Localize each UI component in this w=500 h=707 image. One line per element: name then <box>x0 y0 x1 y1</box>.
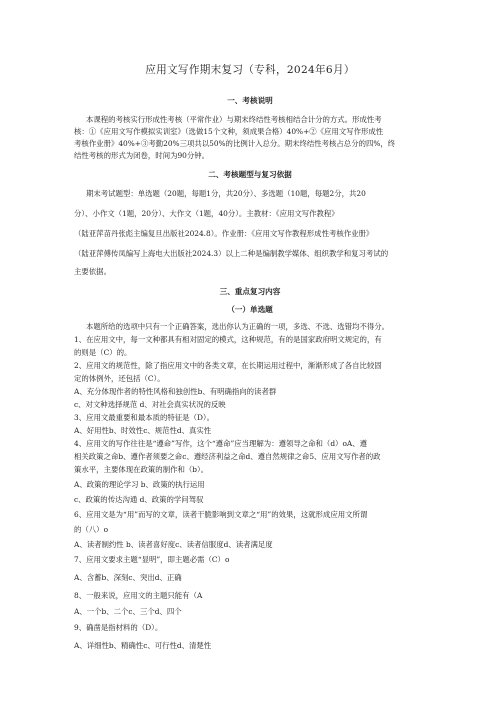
option-line: A、读者制约性 b、读者喜好度c、读者信服度d、读者满足度 <box>74 540 273 549</box>
question-line: 的则是（C）的。 <box>74 348 132 357</box>
subsection-heading-single-choice: （一）单选题 <box>227 305 273 314</box>
section-heading-exam-notes: 一、考核说明 <box>227 96 273 105</box>
paragraph-line: 结性考核的形式为闭卷，时间为90分钟。 <box>74 151 210 160</box>
question-line: 策水平，主要体现在政策的制作和（b）。 <box>74 465 209 474</box>
paragraph-line: 期末考试题型：单选题（20题，每题1分，共20分）、多选题（10题，每题2分，共20 <box>86 189 366 198</box>
page-title: 应用文写作期末复习（专科，2024年6月） <box>145 64 355 76</box>
option-line: A、充分体现作者的特性风格和独创性b、有明确指向的读者群 <box>74 387 277 396</box>
option-line: c、政策的传达沟通 d、政策的学问驾驭 <box>74 495 204 504</box>
section-heading-question-types: 二、考核题型与复习依据 <box>208 170 292 179</box>
paragraph-line: （陆亚萍傅传凤编写上海电大出版社2024.3）以上二种是编制教学媒体、组织教学和复习考试的 <box>74 249 389 258</box>
question-line: 定的体例外，还包括（C）。 <box>74 374 165 383</box>
question-line: 7、应用文要求主题“显明”，即主题必需（C）o <box>74 555 230 564</box>
question-line: 8、一般来说，应用文的主题只能有（A <box>74 591 203 600</box>
paragraph-line: 核：①《应用文写作模拟实训室》（选做15个文种，须成果合格）40%+②《应用文写作形成性 <box>74 127 384 136</box>
question-line: 4、应用文的写作往往是“遵命”写作，这个“遵命”应当理解为：遵领导之命和（d）oA、遵 <box>74 439 368 448</box>
option-line: A、政策的理论学习 b、政策的执行运用 <box>74 480 205 489</box>
option-line: A、一个b、二个c、三个d、四个 <box>74 607 182 616</box>
option-line: A、含蓄b、深刻c、突出d、正确 <box>74 573 182 582</box>
question-line: 的（八）o <box>74 525 109 534</box>
option-line: A、好用性b、时效性c、规范性d、真实性 <box>74 426 212 435</box>
paragraph-line: （陆亚萍苗丹张彪主编复旦出版社2024.8）。作业册：《应用文写作教程形成性考核作业册》 <box>74 229 374 238</box>
question-line: 1、在应用文中，每一文种都具有相对固定的模式，这种规范，有的是国家政府明文规定的，有 <box>74 335 382 344</box>
paragraph-line: 本课程的考核实行形成性考核（平常作业）与期末终结性考核相结合计分的方式。形成性考 <box>86 115 382 124</box>
option-line: c、对文种选择规范 d、对社会真实状况的反映 <box>74 400 226 409</box>
section-heading-review-content: 三、重点复习内容 <box>219 287 281 296</box>
question-line: 相关政策之命b、遵作者须要之命c、遵经济利益之命d、遵自然规律之命5、应用文写作者的政 <box>74 452 381 461</box>
question-line: 2、应用文的规范性，除了指应用文中的各类文章，在长期运用过程中，渐渐形成了各自比较固 <box>74 361 382 370</box>
paragraph-line: 主要依据。 <box>74 267 111 276</box>
question-line: 本题所给的选项中只有一个正确答案，选出你认为正确的一项，多选、不选、选错均不得分。 <box>86 322 390 331</box>
paragraph-line: 分）、小作文（1题，20分）、大作文（1题，40分）。主教材：《应用文写作教程》 <box>74 209 339 218</box>
paragraph-line: 考核作业册》40%+③考勤20%三项共以50%的比例计入总分。期末终结性考核占总分的四%，终 <box>74 139 396 148</box>
question-line: 3、应用文最重要和最本质的特征是（D）。 <box>74 413 214 422</box>
option-line: A、详细性b、精确性c、可行性d、清楚性 <box>74 641 212 650</box>
question-line: 9、确凿是指材料的（D）。 <box>74 623 163 632</box>
question-line: 6、应用文是为“用”而写的文章，读者干脆影响到文章之“用”的效果，这就形成应用文所谓 <box>74 510 368 519</box>
